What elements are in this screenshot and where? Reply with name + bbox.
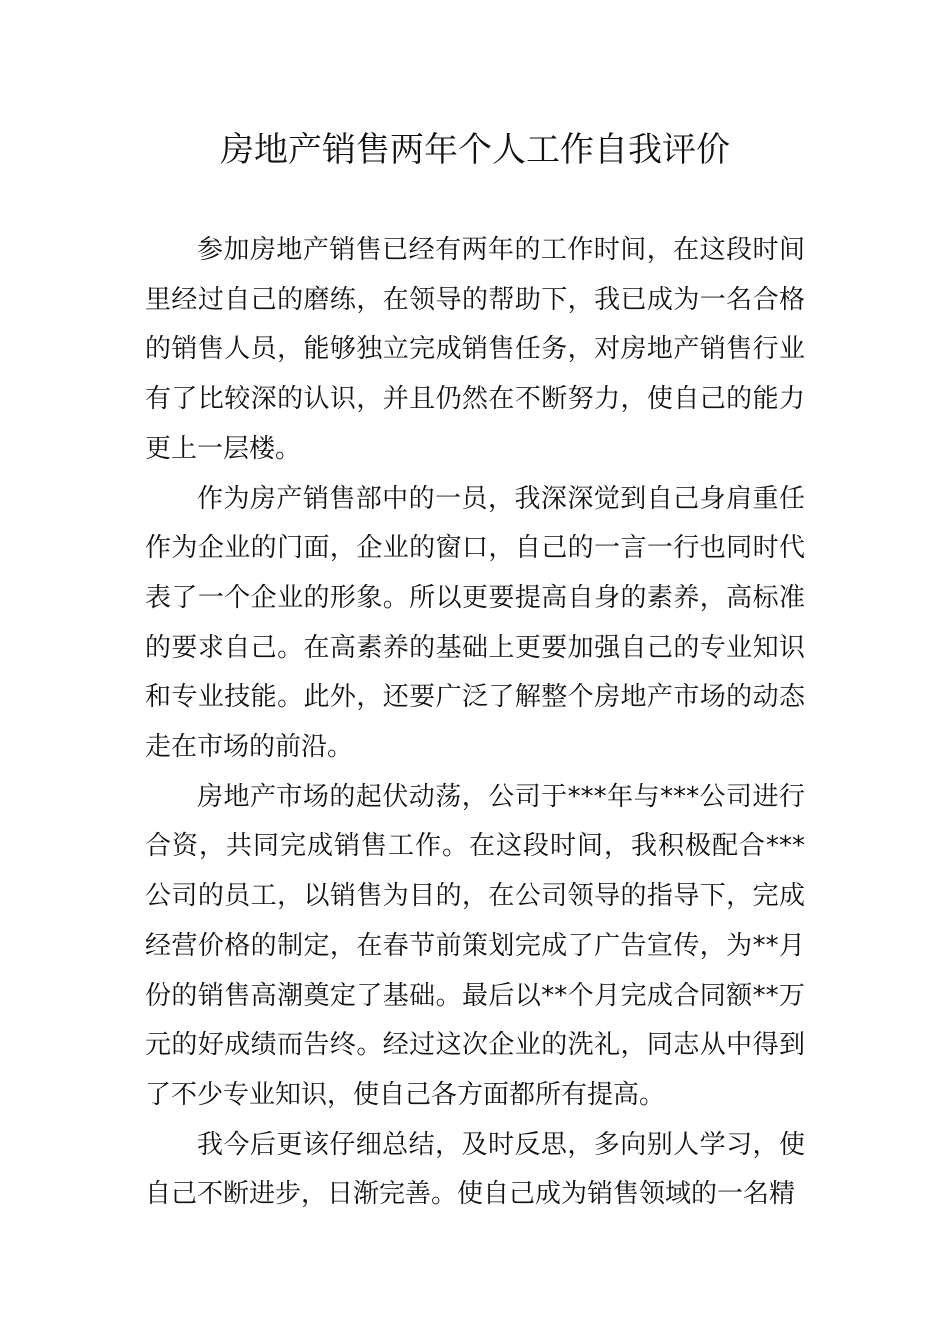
paragraph-4: 我今后更该仔细总结，及时反思，多向别人学习，使自己不断进步，日渐完善。使自己成为销售领域的一名精 (145, 1129, 805, 1210)
paragraph-2: 作为房产销售部中的一员，我深深觉到自己身肩重任作为企业的门面，企业的窗口，自己的一言一行也同时代表了一个企业的形象。所以更要提高自身的素养，高标准的要求自己。在高素养的基础上更要加强自己的专业知识和专业技能。此外，还要广泛了解整个房地产市场的动态走在市场的前沿。 (145, 483, 805, 763)
document-body (145, 226, 805, 1220)
paragraph-1: 参加房地产销售已经有两年的工作时间，在这段时间里经过自己的磨练，在领导的帮助下，我已成为一名合格的销售人员，能够独立完成销售任务，对房地产销售行业有了比较深的认识，并且仍然在不断努力，使自己的能力更上一层楼。 (145, 235, 805, 464)
document-title: 房地产销售两年个人工作自我评价 (220, 130, 730, 170)
paragraph-3: 房地产市场的起伏动荡，公司于***年与***公司进行合资，共同完成销售工作。在这段时间，我积极配合***公司的员工，以销售为目的，在公司领导的指导下，完成经营价格的制定，在春节前策划完成了广告宣传，为**月份的销售高潮奠定了基础。最后以**个月完成合同额**万元的好成绩而告终。经过这次企业的洗礼，同志从中得到了不少专业知识，使自己各方面都所有提高。 (145, 781, 805, 1110)
